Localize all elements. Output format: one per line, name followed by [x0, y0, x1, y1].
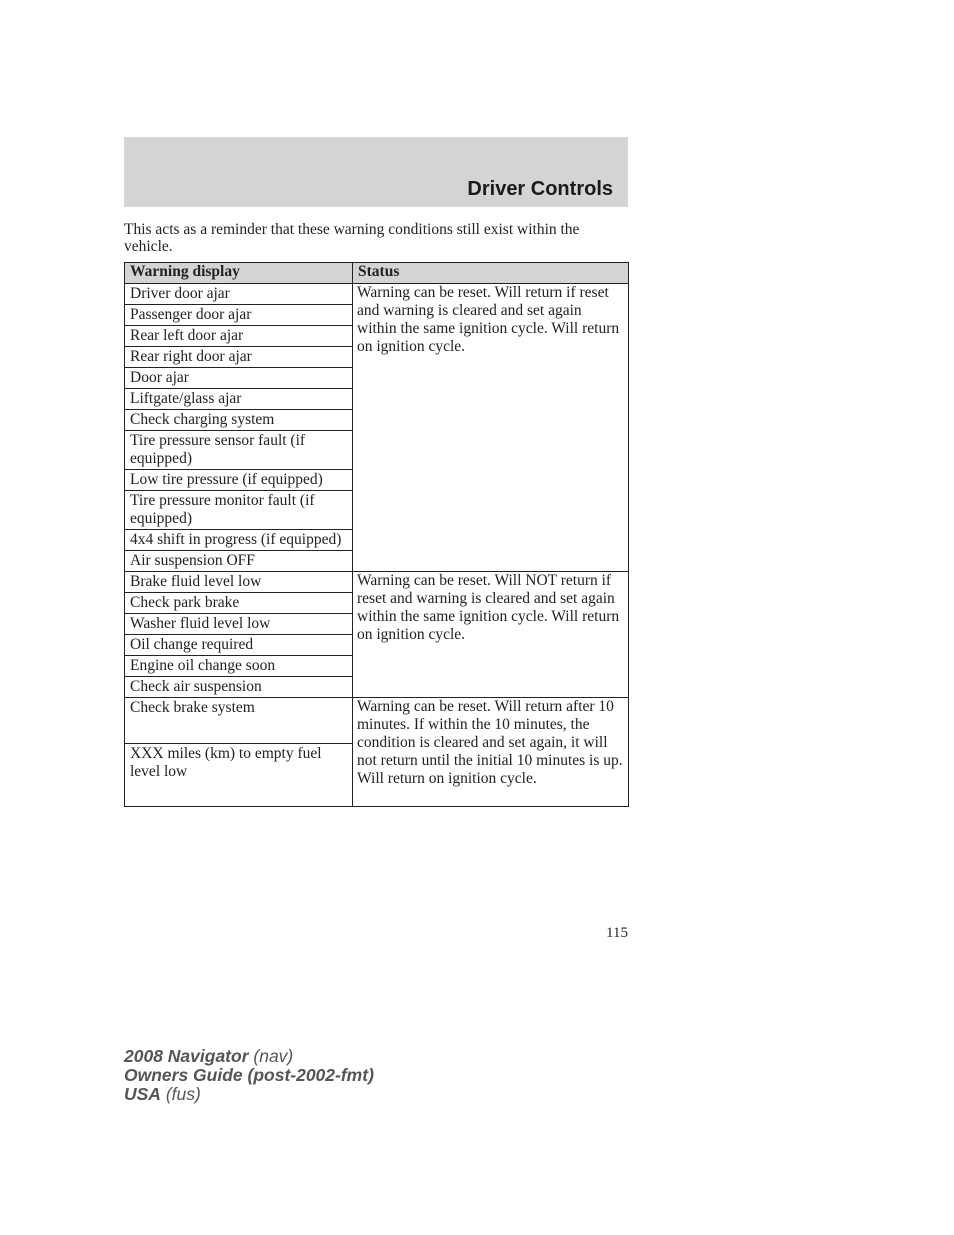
warning-display-cell: Check charging system	[125, 410, 353, 431]
warning-display-cell: Check air suspension	[125, 677, 353, 698]
footer-market: USA	[124, 1084, 161, 1104]
warning-display-cell: Door ajar	[125, 368, 353, 389]
warning-display-cell: Tire pressure sensor fault (if equipped)	[125, 431, 353, 470]
warning-display-cell: Low tire pressure (if equipped)	[125, 470, 353, 491]
status-cell: Warning can be reset. Will return if reset and warning is cleared and set again within the same ignition cycle. Will return on ignition cycle.	[353, 284, 629, 572]
intro-paragraph: This acts as a reminder that these warning conditions still exist within the vehicle.	[124, 221, 580, 255]
warning-display-cell: Passenger door ajar	[125, 305, 353, 326]
page-number: 115	[606, 925, 628, 941]
section-header-band	[124, 137, 628, 207]
warning-display-cell: Brake fluid level low	[125, 572, 353, 593]
warning-display-cell: XXX miles (km) to empty fuel level low	[125, 744, 353, 807]
table-header-row	[125, 263, 629, 284]
document-footer	[124, 1047, 374, 1104]
warning-display-cell: Driver door ajar	[125, 284, 353, 305]
warning-display-cell: Check brake system	[125, 698, 353, 744]
section-title: Driver Controls	[467, 178, 613, 200]
warning-display-cell: 4x4 shift in progress (if equipped)	[125, 530, 353, 551]
footer-line-2	[124, 1066, 374, 1085]
warning-display-cell: Oil change required	[125, 635, 353, 656]
column-header-status: Status	[353, 263, 629, 284]
warning-display-cell: Liftgate/glass ajar	[125, 389, 353, 410]
footer-model: 2008 Navigator	[124, 1046, 249, 1066]
warning-display-cell: Tire pressure monitor fault (if equipped)	[125, 491, 353, 530]
warning-display-cell: Rear left door ajar	[125, 326, 353, 347]
warning-display-cell: Engine oil change soon	[125, 656, 353, 677]
footer-model-code: (nav)	[253, 1046, 294, 1066]
warning-display-cell: Check park brake	[125, 593, 353, 614]
status-cell: Warning can be reset. Will NOT return if reset and warning is cleared and set again within the same ignition cycle. Will return on ignition cycle.	[353, 572, 629, 698]
footer-guide: Owners Guide (post-2002-fmt)	[124, 1065, 374, 1085]
footer-line-3	[124, 1085, 374, 1104]
warning-display-cell: Rear right door ajar	[125, 347, 353, 368]
table-row	[125, 572, 629, 593]
table-row	[125, 284, 629, 305]
column-header-warning: Warning display	[125, 263, 353, 284]
status-cell: Warning can be reset. Will return after 10 minutes. If within the 10 minutes, the condition is cleared and set again, it will not return until the initial 10 minutes is up. Will return on ignition cycle.	[353, 698, 629, 807]
footer-market-code: (fus)	[165, 1084, 201, 1104]
warning-display-cell: Washer fluid level low	[125, 614, 353, 635]
warning-display-cell: Air suspension OFF	[125, 551, 353, 572]
warning-table	[124, 262, 629, 807]
table-row	[125, 698, 629, 744]
warning-table-body	[125, 284, 629, 807]
footer-line-1	[124, 1047, 374, 1066]
